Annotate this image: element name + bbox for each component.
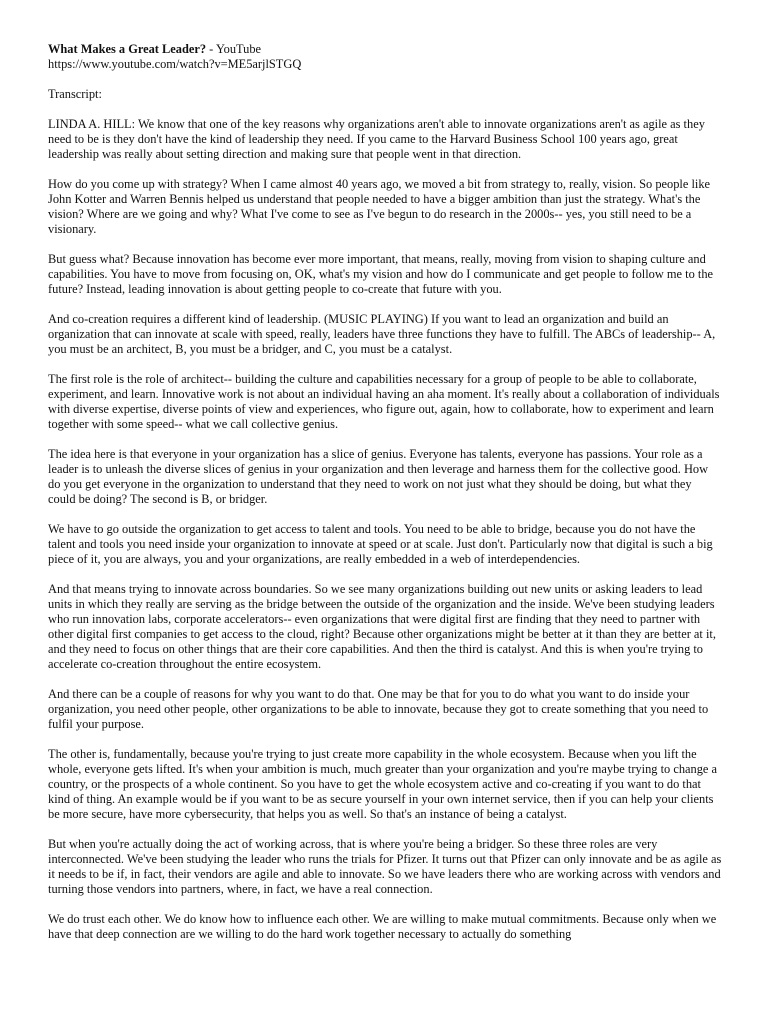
transcript-paragraph: But when you're actually doing the act of working across, that is where you're being a bridger. So these three roles are very interconnected. We've been studying the leader who runs the trials for Pfizer. It turns out that Pfizer can only innovate and be as agile as it needs to be if, in fact, their vendors are agile and able to innovate. So we have leaders there who are working across with vendors and turning those vendors into partners, where, in fact, we have a real connection. (48, 837, 722, 896)
transcript-paragraph: And co-creation requires a different kind of leadership. (MUSIC PLAYING) If you want to lead an organization and build an organization that can innovate at scale with speed, really, leaders have three functions they have to fulfill. The ABCs of leadership-- A, you must be an architect, B, you must be a bridger, and C, you must be a catalyst. (48, 312, 716, 356)
transcript-paragraph: But guess what? Because innovation has become ever more important, that means, really, moving from vision to shaping culture and capabilities. You have to move from focusing on, OK, what's my vision and how do I communicate and get people to follow me to the future? Instead, leading innovation is about getting people to co-create that future with you. (48, 252, 714, 296)
transcript-paragraph: And there can be a couple of reasons for why you want to do that. One may be that for you to do what you want to do inside your organization, you need other people, other organizations to be able to innovate, because they got to create something that you need to fulfil your purpose. (48, 687, 709, 731)
document-page (48, 42, 722, 957)
transcript-label: Transcript: (48, 87, 102, 101)
transcript-paragraph: We do trust each other. We do know how to influence each other. We are willing to make mutual commitments. Because only when we have that deep connection are we willing to do the hard work together necessary to actually do something (48, 912, 717, 941)
transcript-paragraph: How do you come up with strategy? When I came almost 40 years ago, we moved a bit from strategy to, really, vision. So people like John Kotter and Warren Bennis helped us understand that people needed to have a bigger ambition than just the strategy. What's the vision? Where are we going and why? What I've come to see as I've begun to do research in the 2000s-- yes, you still need to be a visionary. (48, 177, 711, 236)
video-title: What Makes a Great Leader? (48, 42, 207, 56)
transcript-paragraph: The idea here is that everyone in your organization has a slice of genius. Everyone has talents, everyone has passions. Your role as a leader is to unleash the diverse slices of genius in your organization and then leverage and harness them for the collective good. How do you get everyone in the organization to understand that they need to work on not just what they should be doing, but what they could be doing? The second is B, or bridger. (48, 447, 709, 506)
video-url: https://www.youtube.com/watch?v=ME5arjlSTGQ (48, 57, 302, 71)
transcript-paragraph: LINDA A. HILL: We know that one of the key reasons why organizations aren't able to innovate organizations aren't as agile as they need to be is they don't have the kind of leadership they need. If you came to the Harvard Business School 100 years ago, great leadership was really about setting direction and making sure that people went in that direction. (48, 117, 705, 161)
transcript-paragraph: The other is, fundamentally, because you're trying to just create more capability in the whole ecosystem. Because when you lift the whole, everyone gets lifted. It's when your ambition is much, much greater than your organization and you're maybe trying to change a country, or the prospects of a whole continent. So you have to get the whole ecosystem active and co-creating if you want to do that kind of thing. An example would be if you want to be as secure yourself in your own internet service, then if you can help your clients be more secure, have more cybersecurity, that helps you as well. So that's an instance of being a catalyst. (48, 747, 718, 821)
transcript-paragraph: The first role is the role of architect-- building the culture and capabilities necessary for a group of people to be able to collaborate, experiment, and learn. Innovative work is not about an individual having an aha moment. It's really about a collaboration of individuals with diverse expertise, diverse points of view and experiences, who figure out, again, how to collaborate, how to experiment and learn together with some speed-- what we call collective genius. (48, 372, 720, 431)
site-name: - YouTube (206, 42, 262, 56)
transcript-paragraph: We have to go outside the organization to get access to talent and tools. You need to be able to bridge, because you do not have the talent and tools you need inside your organization to innovate at speed or at scale. Just don't. Particularly now that digital is such a big piece of it, you are always, you and your organizations, are really embedded in a web of interdependencies. (48, 522, 713, 566)
document-title (48, 42, 722, 57)
transcript-paragraph: And that means trying to innovate across boundaries. So we see many organizations building out new units or asking leaders to lead units in which they really are serving as the bridge between the outside of the organization and the inside. We've been studying leaders who run innovation labs, corporate accelerators-- even organizations that were digital first are finding that they need to partner with other digital first companies to get access to the cloud, right? Because other organizations might be better at it than they are better at it, and they need to focus on other things that are their core capabilities. And then the third is catalyst. And this is when you're trying to accelerate co-creation throughout the entire ecosystem. (48, 582, 716, 671)
